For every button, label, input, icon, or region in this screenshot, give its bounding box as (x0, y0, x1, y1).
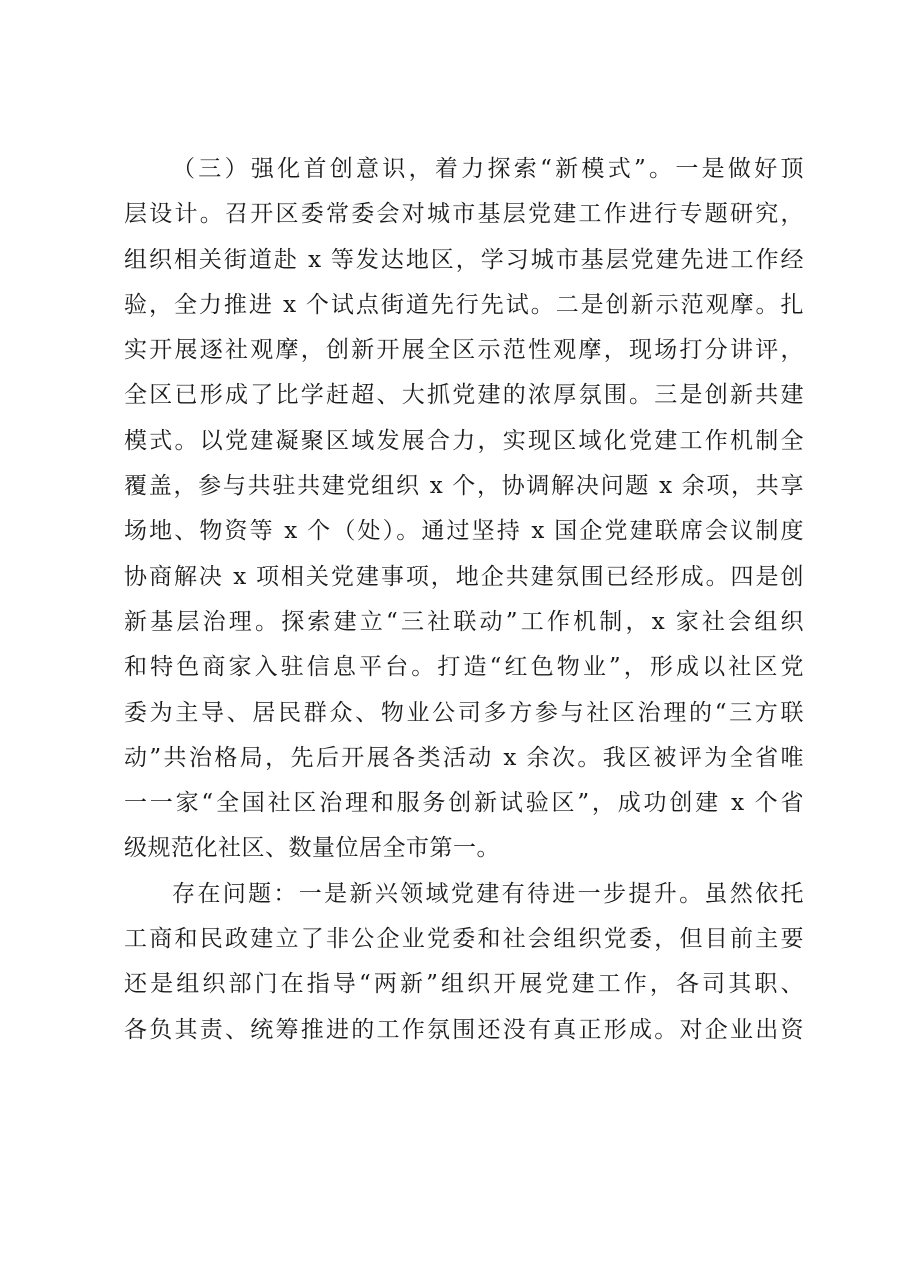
paragraph-line: 委为主导、居民群众、物业公司多方参与社区治理的“三方联 (124, 699, 804, 726)
paragraph-line: 场地、物资等 x 个（处）。通过坚持 x 国企党建联席会议制度 (124, 518, 804, 545)
paragraph-line: 还是组织部门在指导“两新”组织开展党建工作，各司其职、 (124, 971, 804, 998)
paragraph-line: 验，全力推进 x 个试点街道先行先试。二是创新示范观摩。扎 (124, 291, 804, 318)
paragraph-line: （三）强化首创意识，着力探索“新模式”。一是做好顶 (172, 156, 804, 182)
paragraph-line: 工商和民政建立了非公企业党委和社会组织党委，但目前主要 (124, 926, 804, 953)
paragraph-line: 动”共治格局，先后开展各类活动 x 余次。我区被评为全省唯 (124, 744, 804, 771)
paragraph-line: 新基层治理。探索建立“三社联动”工作机制，x 家社会组织 (124, 608, 804, 635)
paragraph-line: 组织相关街道赴 x 等发达地区，学习城市基层党建先进工作经 (124, 246, 804, 273)
paragraph-line: 级规范化社区、数量位居全市第一。 (124, 835, 500, 862)
paragraph-line: 覆盖，参与共驻共建党组织 x 个，协调解决问题 x 余项，共享 (124, 473, 804, 500)
paragraph-line: 协商解决 x 项相关党建事项，地企共建氛围已经形成。四是创 (124, 563, 804, 590)
paragraph-line: 实开展逐社观摩，创新开展全区示范性观摩，现场打分讲评， (124, 337, 804, 364)
document-body (124, 150, 804, 1056)
paragraph-line: 存在问题：一是新兴领域党建有待进一步提升。虽然依托 (172, 880, 804, 907)
paragraph-line: 模式。以党建凝聚区域发展合力，实现区域化党建工作机制全 (124, 427, 804, 454)
paragraph-1 (124, 150, 804, 867)
paragraph-line: 一一家“全国社区治理和服务创新试验区”，成功创建 x 个省 (124, 790, 804, 817)
paragraph-line: 全区已形成了比学赶超、大抓党建的浓厚氛围。三是创新共建 (124, 382, 804, 409)
paragraph-2 (124, 875, 804, 1049)
paragraph-line: 和特色商家入驻信息平台。打造“红色物业”，形成以社区党 (124, 654, 804, 681)
paragraph-line: 各负其责、统筹推进的工作氛围还没有真正形成。对企业出资 (124, 1016, 804, 1043)
paragraph-line: 层设计。召开区委常委会对城市基层党建工作进行专题研究， (124, 201, 804, 228)
